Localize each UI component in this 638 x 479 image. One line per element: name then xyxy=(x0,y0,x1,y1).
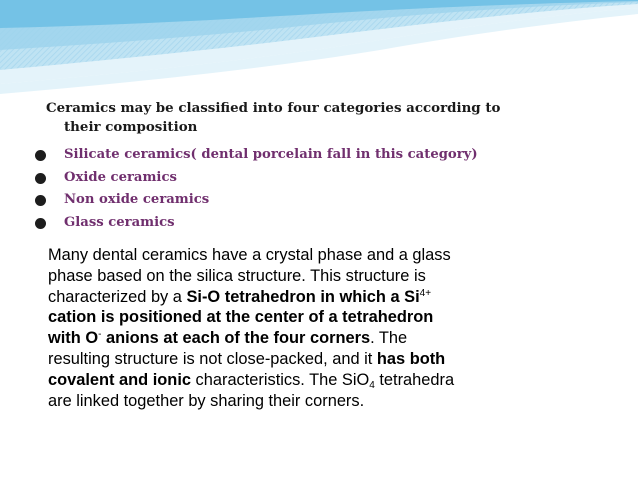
formula-subscript: 4 xyxy=(369,379,375,391)
paragraph-line-1: Many dental ceramics have a crystal phase and a glass xyxy=(48,246,451,264)
paragraph-line-2: phase based on the silica structure. This structure is xyxy=(48,266,426,285)
paragraph-text: tetrahedra xyxy=(374,370,455,389)
list-item xyxy=(33,212,478,235)
paragraph-bold-text: with O xyxy=(48,329,99,348)
paragraph-line-5 xyxy=(48,328,568,349)
paragraph-line-8: are linked together by sharing their corners. xyxy=(48,391,365,410)
paragraph-text: . The xyxy=(370,329,408,348)
paragraph-bold-text: covalent and ionic xyxy=(48,370,191,389)
header-wave-decoration xyxy=(0,0,638,96)
bullet-icon xyxy=(35,218,46,229)
bullet-icon xyxy=(35,195,46,206)
paragraph-line-3 xyxy=(48,287,568,308)
charge-superscript: 4+ xyxy=(419,287,432,299)
intro-text xyxy=(46,99,606,137)
paragraph-text: resulting structure is not close-packed, and it xyxy=(48,349,377,368)
list-item-label: Oxide ceramics xyxy=(64,169,177,185)
paragraph-line-6 xyxy=(48,349,568,370)
paragraph-line-4 xyxy=(48,307,568,328)
list-item xyxy=(33,189,478,212)
list-item-label: Glass ceramics xyxy=(64,214,175,230)
paragraph-text: characteristics. The SiO xyxy=(191,370,370,389)
list-item xyxy=(33,167,478,190)
list-item-label: Non oxide ceramics xyxy=(64,192,210,207)
intro-line-1: Ceramics may be classified into four categories according to xyxy=(46,100,501,116)
paragraph-bold-text: anions at each of the four corners xyxy=(101,329,371,348)
category-list xyxy=(33,144,478,234)
paragraph-bold-text: cation is positioned at the center of a tetrahedron xyxy=(48,308,434,327)
intro-line-2: their composition xyxy=(64,119,198,135)
bullet-icon xyxy=(35,173,46,184)
body-paragraph xyxy=(48,245,568,411)
paragraph-line-7 xyxy=(48,370,568,391)
bullet-icon xyxy=(35,150,46,161)
charge-superscript: - xyxy=(98,329,102,341)
paragraph-bold-text: has both xyxy=(376,349,446,368)
list-item-label: Silicate ceramics( dental porcelain fall in this category) xyxy=(64,147,478,162)
list-item xyxy=(33,144,478,167)
paragraph-bold-text: Si-O tetrahedron in which a Si xyxy=(186,287,420,306)
paragraph-text: characterized by a xyxy=(48,287,187,306)
